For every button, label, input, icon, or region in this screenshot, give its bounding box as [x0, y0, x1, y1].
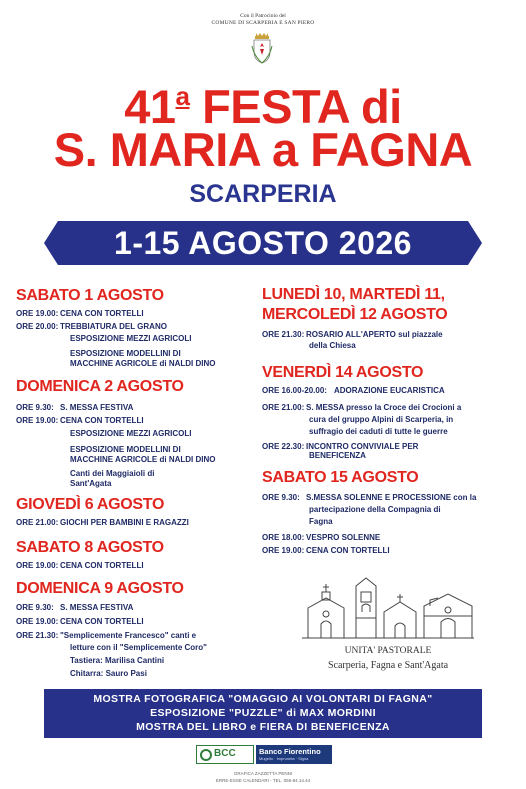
- event-row: ORE 9.30: S. MESSA FESTIVA: [16, 403, 134, 412]
- event-row: ORE 20.00: TREBBIATURA DEL GRANO: [16, 322, 167, 331]
- event-row: ORE 21.00: S. MESSA presso la Croce dei Crocioni a: [262, 403, 462, 412]
- pastoral-unit-title: UNITA' PASTORALE: [344, 646, 432, 656]
- day-heading-sat-15: SABATO 15 AGOSTO: [262, 469, 419, 486]
- event-row: ORE 19.00: CENA CON TORTELLI: [16, 561, 144, 570]
- churches-sketch-icon: [300, 572, 476, 640]
- event-row: ORE 19.00: CENA CON TORTELLI: [16, 416, 144, 425]
- day-heading-sun-9: DOMENICA 9 AGOSTO: [16, 580, 184, 597]
- municipal-crest-icon: [251, 30, 273, 64]
- event-row: ORE 22.30: INCONTRO CONVIVIALE PER: [262, 442, 419, 451]
- event-detail: letture con il "Semplicemente Coro": [70, 643, 207, 652]
- banco-fiorentino-logo: Banco Fiorentino Mugello · Impruneta · Signa: [256, 745, 332, 764]
- event-row: ORE 21.00: GIOCHI PER BAMBINI E RAGAZZI: [16, 518, 189, 527]
- city-name: SCARPERIA: [189, 180, 337, 208]
- day-heading-sun-2: DOMENICA 2 AGOSTO: [16, 378, 184, 395]
- event-row: ORE 19.00: CENA CON TORTELLI: [262, 546, 390, 555]
- event-detail: ESPOSIZIONE MODELLINI DI: [70, 349, 181, 358]
- patronage-line-1: Con il Patrocinio del: [240, 13, 286, 19]
- day-heading-10-12-line-1: LUNEDÌ 10, MARTEDÌ 11,: [262, 286, 445, 303]
- event-detail: cura del gruppo Alpini di Scarperia, in: [309, 415, 454, 424]
- event-detail: suffragio dei caduti di tutte le guerre: [309, 427, 448, 436]
- day-heading-10-12-line-2: MERCOLEDÌ 12 AGOSTO: [262, 306, 448, 323]
- event-detail: Chitarra: Sauro Pasi: [70, 669, 147, 678]
- bcc-mark-icon: [200, 749, 212, 761]
- event-detail: Canti dei Maggiaioli di: [70, 469, 155, 478]
- festival-title-line-2: S. MARIA a FAGNA: [53, 123, 473, 176]
- event-detail: ESPOSIZIONE MODELLINI DI: [70, 445, 181, 454]
- event-detail: MACCHINE AGRICOLE di NALDI DINO: [70, 359, 216, 368]
- patronage-line-2: COMUNE DI SCARPERIA E SAN PIERO: [211, 20, 315, 26]
- event-row: ORE 19.00: CENA CON TORTELLI: [16, 617, 144, 626]
- event-row: ORE 9.30: S.MESSA SOLENNE E PROCESSIONE con la: [262, 493, 477, 502]
- event-detail: Sant'Agata: [70, 479, 112, 488]
- event-detail: ESPOSIZIONE MEZZI AGRICOLI: [70, 429, 192, 438]
- event-row: ORE 19.00: CENA CON TORTELLI: [16, 309, 144, 318]
- day-heading-sat-8: SABATO 8 AGOSTO: [16, 539, 164, 556]
- event-row: ORE 21.30: ROSARIO ALL'APERTO sul piazzale: [262, 330, 443, 339]
- day-heading-thu-6: GIOVEDÌ 6 AGOSTO: [16, 496, 165, 513]
- event-detail: BENEFICENZA: [309, 451, 366, 460]
- event-row: ORE 9.30: S. MESSA FESTIVA: [16, 603, 134, 612]
- events-band-line-2: ESPOSIZIONE "PUZZLE" di MAX MORDINI: [150, 707, 376, 719]
- events-band-line-3: MOSTRA DEL LIBRO e FIERA DI BENEFICENZA: [136, 721, 390, 733]
- festival-dates: 1-15 AGOSTO 2026: [114, 225, 412, 261]
- day-heading-fri-14: VENERDÌ 14 AGOSTO: [262, 364, 424, 381]
- pastoral-unit-parishes: Scarperia, Fagna e Sant'Agata: [327, 660, 449, 671]
- event-row: ORE 16.00-20.00: ADORAZIONE EUCARISTICA: [262, 386, 445, 395]
- event-detail: della Chiesa: [309, 341, 356, 350]
- event-detail: Fagna: [309, 517, 333, 526]
- event-row: ORE 18.00: VESPRO SOLENNE: [262, 533, 381, 542]
- day-heading-sat-1: SABATO 1 AGOSTO: [16, 287, 164, 304]
- event-detail: MACCHINE AGRICOLE di NALDI DINO: [70, 455, 216, 464]
- printer-line-1: GRAFICA ZAZZETTA PENNI: [233, 771, 293, 776]
- event-detail: Tastiera: Marilisa Cantini: [70, 656, 165, 665]
- bcc-logo: BCC: [196, 745, 254, 764]
- event-detail: partecipazione della Compagnia di: [309, 505, 441, 514]
- printer-line-2: ERRE-ESSE CALENDARI - TEL. 055-84.14.44: [215, 778, 311, 783]
- event-row: ORE 21.30: "Semplicemente Francesco" canti e: [16, 631, 197, 640]
- events-band-line-1: MOSTRA FOTOGRAFICA "OMAGGIO AI VOLONTARI DI FAGNA": [93, 693, 433, 705]
- event-detail: ESPOSIZIONE MEZZI AGRICOLI: [70, 334, 192, 343]
- festival-title-line-1: 41$^a$ FESTA di: [124, 80, 402, 133]
